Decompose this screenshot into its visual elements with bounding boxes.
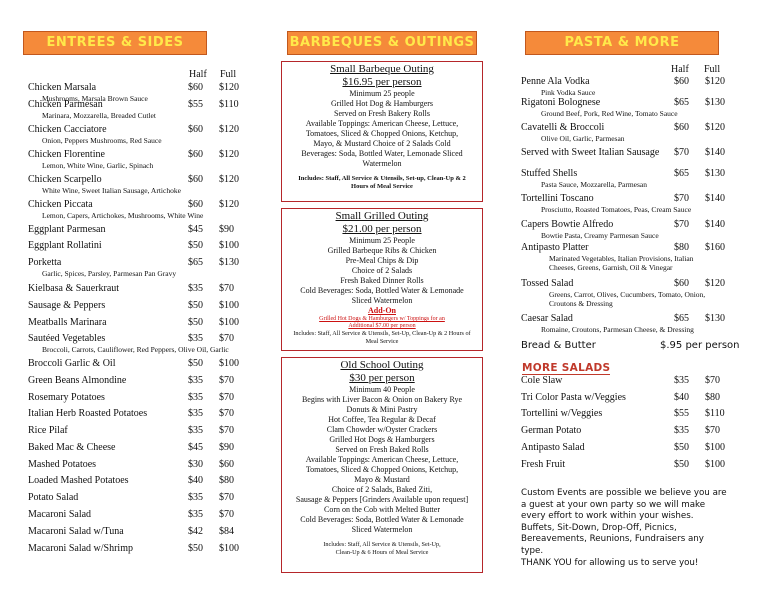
entree-description: Onion, Peppers Mushrooms, Red Sauce <box>42 136 162 145</box>
pasta-half-price: $60 <box>674 122 689 133</box>
entree-name: Macaroni Salad <box>28 509 92 520</box>
entree-half-price: $35 <box>188 492 203 503</box>
salad-name: Tortellini w/Veggies <box>521 408 603 419</box>
entree-half-price: $60 <box>188 174 203 185</box>
entree-half-price: $35 <box>188 425 203 436</box>
custom-events-paragraph: Custom Events are possible we believe you are a guest at your own party so we will make every effort to work within your wishes. Buffets, Sit-Down, Drop-Off, Picnics, Bereavements, Reunions, Fundraisers any type. <box>521 488 727 556</box>
pasta-full-price: $120 <box>705 76 725 87</box>
pasta-name: Tortellini Toscano <box>521 193 594 204</box>
entree-half-price: $45 <box>188 442 203 453</box>
pasta-half-price: $60 <box>674 76 689 87</box>
outing-line: Grilled Hot Dog & Hamburgers <box>330 99 434 108</box>
pasta-description: Marinated Vegetables, Italian Provisions, Italian <box>549 254 694 263</box>
pasta-description: Ground Beef, Pork, Red Wine, Tomato Sauce <box>541 109 678 118</box>
entrees-column <box>28 0 243 594</box>
entree-half-price: $60 <box>188 82 203 93</box>
pasta-half-price: $70 <box>674 193 689 204</box>
addon-line: Additional $7.00 per person <box>348 323 416 329</box>
outing-title: Old School Outing <box>340 359 424 371</box>
entree-name: Porketta <box>28 257 62 268</box>
entree-half-price: $35 <box>188 333 203 344</box>
outing-line: Grilled Hot Dogs & Hamburgers <box>329 435 435 444</box>
pasta-full-price: $130 <box>705 97 725 108</box>
entree-full-price: $100 <box>219 358 239 369</box>
outing-line: Cold Beverages: Soda, Bottled Water & Lemonade <box>300 515 464 524</box>
entree-full-price: $70 <box>219 492 234 503</box>
old-school-outing-box <box>281 357 483 573</box>
entree-half-price: $35 <box>188 375 203 386</box>
salad-full-price: $100 <box>705 459 725 470</box>
outing-line: Choice of 2 Salads, Baked Ziti, <box>331 485 433 494</box>
entree-name: Eggplant Rollatini <box>28 240 102 251</box>
salad-name: Fresh Fruit <box>521 459 566 470</box>
outing-line: Tomatoes, Sliced & Chopped Onions, Ketchup, <box>305 465 459 474</box>
entree-half-price: $45 <box>188 224 203 235</box>
pasta-name: Penne Ala Vodka <box>521 76 590 87</box>
bread-name: Bread & Butter <box>521 340 596 351</box>
outing-line: Mayo & Mustard <box>354 475 410 484</box>
entree-name: Eggplant Parmesan <box>28 224 106 235</box>
salad-name: Antipasto Salad <box>521 442 585 453</box>
entree-name: Chicken Parmesan <box>28 99 103 110</box>
pasta-half-price: $70 <box>674 219 689 230</box>
entree-full-price: $70 <box>219 375 234 386</box>
pasta-full-price: $140 <box>705 147 725 158</box>
entree-half-price: $40 <box>188 475 203 486</box>
outing-line: Minimum 25 People <box>349 236 415 245</box>
entree-full-price: $70 <box>219 283 234 294</box>
outing-line: Pre-Meal Chips & Dip <box>345 256 419 265</box>
salad-half-price: $50 <box>674 442 689 453</box>
pasta-description: Greens, Carrot, Olives, Cucumbers, Tomato, Onion, <box>549 290 706 299</box>
entree-name: Sautéed Vegetables <box>28 333 106 344</box>
entree-full-price: $70 <box>219 425 234 436</box>
thank-you-line: THANK YOU for allowing us to serve you! <box>521 557 699 568</box>
outing-line: Fresh Baked Dinner Rolls <box>340 276 424 285</box>
entree-full-price: $84 <box>219 526 234 537</box>
pasta-full-price: $160 <box>705 242 725 253</box>
entree-full-price: $120 <box>219 124 239 135</box>
pasta-full-price: $120 <box>705 278 725 289</box>
pasta-half-price: $70 <box>674 147 689 158</box>
entree-half-price: $35 <box>188 283 203 294</box>
entree-half-price: $35 <box>188 392 203 403</box>
header-pasta-more: PASTA & MORE <box>525 31 719 55</box>
entree-name: Sausage & Peppers <box>28 300 106 311</box>
entree-half-price: $60 <box>188 199 203 210</box>
includes-line: Meal Service <box>365 337 399 345</box>
pasta-full-price: $120 <box>705 122 725 133</box>
entree-full-price: $120 <box>219 82 239 93</box>
entree-name: Rice Pilaf <box>28 425 68 436</box>
addon-label: Add-On <box>367 306 396 315</box>
entree-full-price: $120 <box>219 199 239 210</box>
half-label: Half <box>189 69 207 80</box>
outing-line: Minimum 40 People <box>349 385 415 394</box>
pasta-name: Capers Bowtie Alfredo <box>521 219 614 230</box>
entree-full-price: $70 <box>219 509 234 520</box>
entree-full-price: $130 <box>219 257 239 268</box>
pasta-name: Rigatoni Bolognese <box>521 97 601 108</box>
entree-description: Mushrooms, Marsala Brown Sauce <box>42 94 148 103</box>
entree-full-price: $110 <box>219 99 239 110</box>
small-grilled-outing-box <box>281 208 483 351</box>
salad-full-price: $70 <box>705 375 720 386</box>
outing-line: Grilled Barbeque Ribs & Chicken <box>327 246 437 255</box>
pasta-description: Prosciutto, Roasted Tomatoes, Peas, Cream Sauce <box>541 205 692 214</box>
outing-line: Available Toppings: American Cheese, Lettuce, <box>305 119 459 128</box>
pasta-half-price: $60 <box>674 278 689 289</box>
entree-description: Broccoli, Carrots, Cauliflower, Red Peppers, Olive Oil, Garlic <box>42 345 229 354</box>
pasta-full-price: $130 <box>705 168 725 179</box>
pasta-description: Croutons & Dressing <box>549 299 613 308</box>
entree-half-price: $35 <box>188 509 203 520</box>
entree-full-price: $100 <box>219 543 239 554</box>
pasta-name: Antipasto Platter <box>521 242 589 253</box>
entree-half-price: $50 <box>188 300 203 311</box>
entree-half-price: $65 <box>188 257 203 268</box>
pasta-description: Pink Vodka Sauce <box>541 88 596 97</box>
entree-half-price: $50 <box>188 317 203 328</box>
entree-full-price: $70 <box>219 408 234 419</box>
salad-half-price: $35 <box>674 375 689 386</box>
full-label: Full <box>704 64 721 75</box>
outing-line: Minimum 25 people <box>349 89 415 98</box>
outing-line: Cold Beverages: Soda, Bottled Water & Lemonade <box>300 286 464 295</box>
half-label: Half <box>671 64 689 75</box>
outing-line: Donuts & Mini Pastry <box>346 405 418 414</box>
pasta-description: Cheeses, Greens, Garnish, Oil & Vinegar <box>549 263 673 272</box>
outing-line: Begins with Liver Bacon & Onion on Bakery Rye <box>301 395 463 404</box>
salad-name: Cole Slaw <box>521 375 563 386</box>
pasta-full-price: $140 <box>705 193 725 204</box>
bread-price: $.95 per person <box>660 340 740 351</box>
more-salads-heading: MORE SALADS <box>522 362 611 374</box>
entree-name: Chicken Marsala <box>28 82 97 93</box>
entree-half-price: $35 <box>188 408 203 419</box>
outing-line: Mayo, & Mustard Choice of 2 Salads Cold <box>313 139 451 148</box>
salad-full-price: $100 <box>705 442 725 453</box>
salad-half-price: $55 <box>674 408 689 419</box>
entree-full-price: $90 <box>219 224 234 235</box>
entree-full-price: $120 <box>219 174 239 185</box>
pasta-full-price: $140 <box>705 219 725 230</box>
outing-price: $21.00 per person <box>342 223 422 235</box>
entree-full-price: $100 <box>219 240 239 251</box>
pasta-name: Caesar Salad <box>521 313 573 324</box>
outing-price: $30 per person <box>349 372 415 384</box>
entree-half-price: $60 <box>188 149 203 160</box>
header-barbeques-outings: BARBEQUES & OUTINGS <box>287 31 477 55</box>
pasta-name: Served with Sweet Italian Sausage <box>521 147 660 158</box>
entree-description: Garlic, Spices, Parsley, Parmesan Pan Gravy <box>42 269 177 278</box>
entree-name: Chicken Scarpello <box>28 174 102 185</box>
entree-half-price: $30 <box>188 459 203 470</box>
custom-events-text <box>521 488 727 569</box>
salad-full-price: $110 <box>705 408 725 419</box>
entree-name: Loaded Mashed Potatoes <box>28 475 129 486</box>
includes-line: Includes: Staff, All Service & Utensils, Set-Up, <box>323 541 441 548</box>
outing-line: Tomatoes, Sliced & Chopped Onions, Ketchup, <box>305 129 459 138</box>
outing-line: Corn on the Cob with Melted Butter <box>324 505 440 514</box>
outing-line: Sliced Watermelon <box>351 296 413 305</box>
includes-line: Clean-Up & 6 Hours of Meal Service <box>335 548 429 556</box>
outing-line: Hot Coffee, Tea Regular & Decaf <box>328 415 436 424</box>
pasta-description: Bowtie Pasta, Creamy Parmesan Sauce <box>541 231 659 240</box>
salad-full-price: $80 <box>705 392 720 403</box>
outing-line: Served on Fresh Bakery Rolls <box>334 109 430 118</box>
pasta-half-price: $65 <box>674 168 689 179</box>
entree-half-price: $50 <box>188 543 203 554</box>
pasta-half-price: $80 <box>674 242 689 253</box>
outing-line: Available Toppings: American Cheese, Lettuce, <box>305 455 459 464</box>
outing-price: $16.95 per person <box>342 76 422 88</box>
entree-name: Chicken Florentine <box>28 149 105 160</box>
entree-full-price: $100 <box>219 300 239 311</box>
entree-description: Lemon, White Wine, Garlic, Spinach <box>42 161 154 170</box>
small-bbq-outing-box <box>281 61 483 202</box>
entree-name: Kielbasa & Sauerkraut <box>28 283 120 294</box>
entree-name: Mashed Potatoes <box>28 459 97 470</box>
entree-full-price: $120 <box>219 149 239 160</box>
salad-half-price: $50 <box>674 459 689 470</box>
includes-line: Includes: Staff, All Service & Utensils, Set-Up, Clean-Up & 2 Hours of <box>293 330 471 337</box>
entree-half-price: $50 <box>188 358 203 369</box>
entree-name: Macaroni Salad w/Shrimp <box>28 543 133 554</box>
pasta-name: Cavatelli & Broccoli <box>521 122 605 133</box>
entree-name: Macaroni Salad w/Tuna <box>28 526 124 537</box>
entree-half-price: $55 <box>188 99 203 110</box>
entree-half-price: $60 <box>188 124 203 135</box>
salad-name: Tri Color Pasta w/Veggies <box>521 392 626 403</box>
pasta-half-price: $65 <box>674 97 689 108</box>
outing-line: Watermelon <box>362 159 402 168</box>
outing-line: Clam Chowder w/Oyster Crackers <box>326 425 438 434</box>
entree-description: Marinara, Mozzarella, Breaded Cutlet <box>42 111 156 120</box>
pasta-full-price: $130 <box>705 313 725 324</box>
pasta-description: Pasta Sauce, Mozzarella, Parmesan <box>541 180 647 189</box>
entree-full-price: $90 <box>219 442 234 453</box>
outing-line: Choice of 2 Salads <box>351 266 413 275</box>
pasta-description: Romaine, Croutons, Parmesan Cheese, & Dressing <box>541 325 694 334</box>
includes-line: Hours of Meal Service <box>351 183 413 190</box>
addon-line: Grilled Hot Dogs & Hamburgers w/ Toppings for an <box>319 316 445 322</box>
salad-half-price: $40 <box>674 392 689 403</box>
entree-name: Meatballs Marinara <box>28 317 107 328</box>
entree-full-price: $80 <box>219 475 234 486</box>
entree-name: Chicken Cacciatore <box>28 124 107 135</box>
header-entrees-sides: ENTREES & SIDES <box>23 31 207 55</box>
pasta-half-price: $65 <box>674 313 689 324</box>
pasta-name: Tossed Salad <box>521 278 574 289</box>
entree-half-price: $50 <box>188 240 203 251</box>
pasta-name: Stuffed Shells <box>521 168 578 179</box>
entree-name: Broccoli Garlic & Oil <box>28 358 116 369</box>
entree-description: Lemon, Capers, Artichokes, Mushrooms, White Wine <box>42 211 204 220</box>
entree-full-price: $60 <box>219 459 234 470</box>
entree-name: Italian Herb Roasted Potatoes <box>28 408 148 419</box>
entree-full-price: $70 <box>219 333 234 344</box>
salad-name: German Potato <box>521 425 582 436</box>
pasta-description: Olive Oil, Garlic, Parmesan <box>541 134 625 143</box>
entree-name: Green Beans Almondine <box>28 375 127 386</box>
entree-name: Potato Salad <box>28 492 79 503</box>
entree-full-price: $100 <box>219 317 239 328</box>
full-label: Full <box>220 69 237 80</box>
outing-line: Sausage & Peppers [Grinders Available upon request] <box>295 495 469 504</box>
salad-full-price: $70 <box>705 425 720 436</box>
salad-half-price: $35 <box>674 425 689 436</box>
entree-name: Chicken Piccata <box>28 199 93 210</box>
outing-line: Served on Fresh Baked Rolls <box>335 445 429 454</box>
includes-line: Includes: Staff, All Service & Utensils, Set-up, Clean-Up & 2 <box>298 175 466 182</box>
entree-name: Baked Mac & Cheese <box>28 442 116 453</box>
outing-line: Sliced Watermelon <box>351 525 413 534</box>
entree-name: Rosemary Potatoes <box>28 392 105 403</box>
entree-full-price: $70 <box>219 392 234 403</box>
entree-half-price: $42 <box>188 526 203 537</box>
entree-description: White Wine, Sweet Italian Sausage, Artichoke <box>42 186 181 195</box>
outing-line: Beverages: Soda, Bottled Water, Lemonade Sliced <box>301 149 463 158</box>
outing-title: Small Barbeque Outing <box>330 63 434 75</box>
outing-title: Small Grilled Outing <box>335 210 429 222</box>
